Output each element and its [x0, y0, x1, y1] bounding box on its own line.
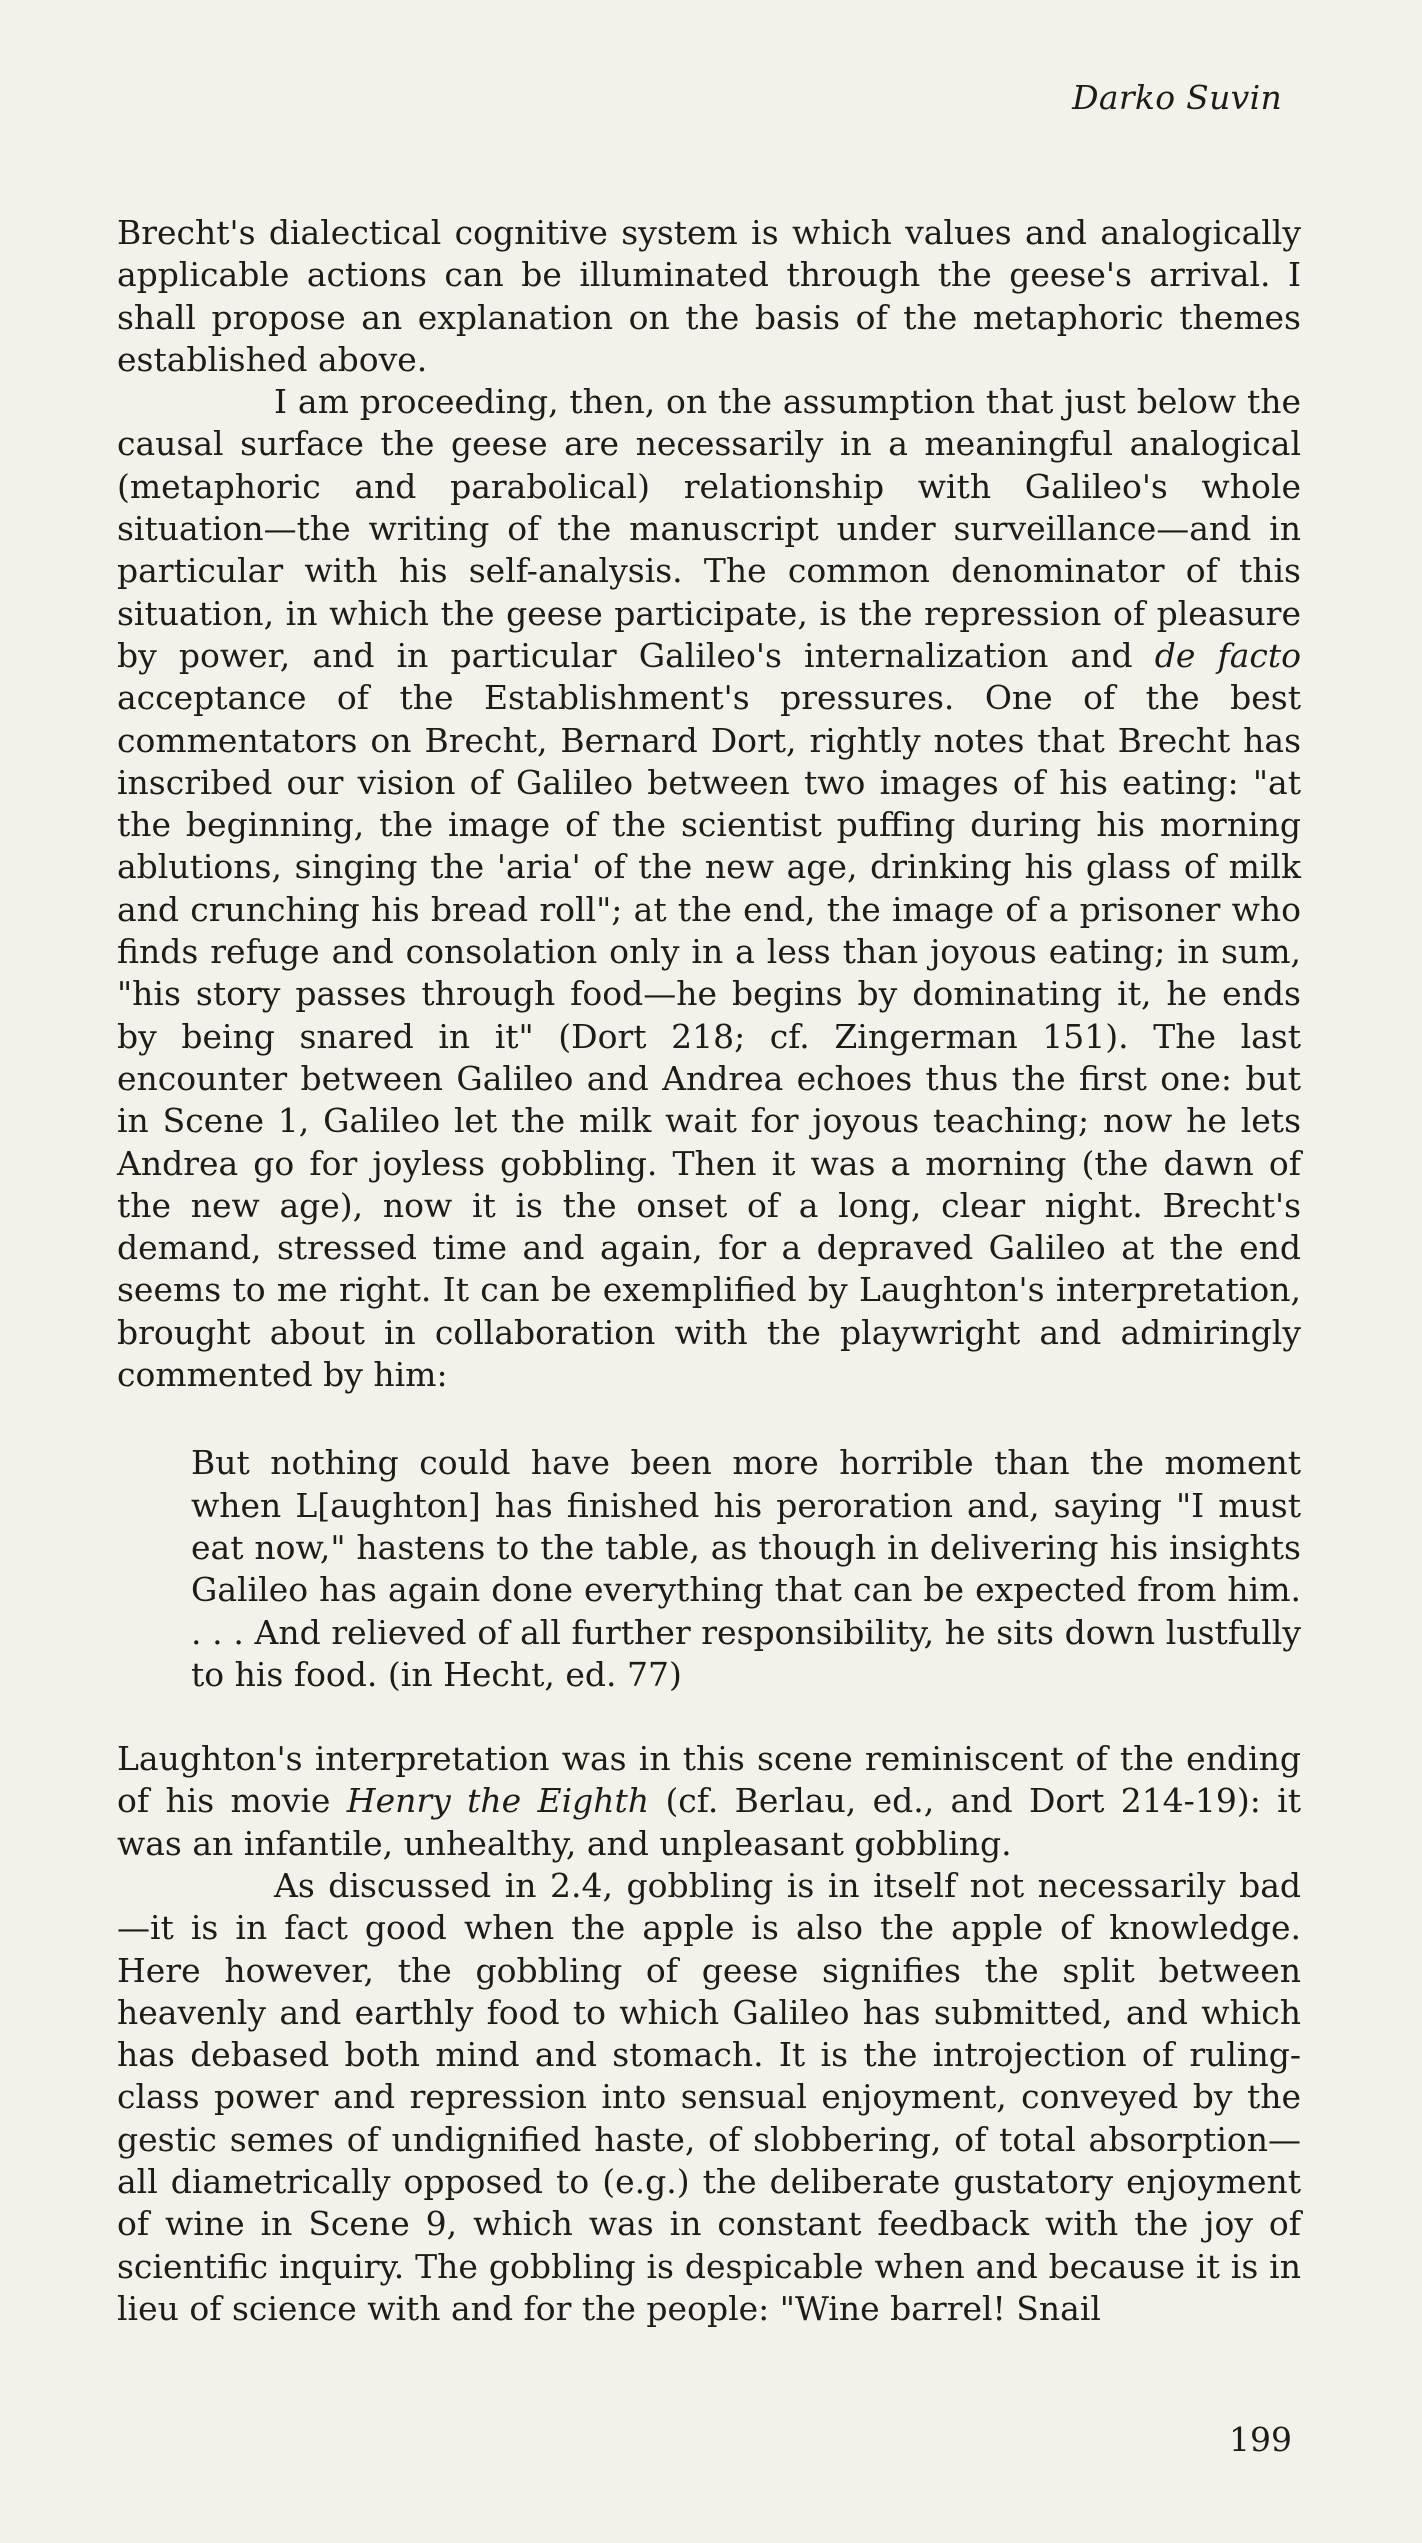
block-quote: But nothing could have been more horrible than the moment when L[aughton] has finished his peroration and, saying "I must eat now," hastens to the table, as though in delivering his insights Galileo has again done everything that can be expected from him. . . . And relieved of all further responsibility, he sits down lustfully to his food. (in Hecht, ed. 77) [191, 1443, 1301, 1694]
paragraph-3-italic-title: Henry the Eighth [346, 1781, 650, 1821]
paragraph-2 [117, 381, 1301, 1396]
body-text [117, 212, 1301, 2330]
paragraph-3-text-a: Laughton's interpretation was in this scene reminiscent of the ending of his movie [117, 1739, 1301, 1821]
paragraph-3 [117, 1738, 1301, 1865]
paragraph-2-italic: de facto [1154, 635, 1301, 675]
page-number: 199 [1229, 2420, 1292, 2459]
paragraph-3-text-b: (cf. Berlau, ed., and Dort 214-19): it was an infantile, unhealthy, and unpleasant gobbling. [117, 1781, 1301, 1863]
paragraph-1: Brecht's dialectical cognitive system is which values and analogically applicable actions can be illuminated through the geese's arrival. I shall propose an explanation on the basis of the metaphoric themes established above. [117, 213, 1301, 379]
paragraph-2-text-b: acceptance of the Establishment's pressures. One of the best commentators on Brecht, Bernard Dort, rightly notes that Brecht has inscribed our vision of Galileo between two images of his eating: "at the beginning, the image of the scientist puffing during his morning ablutions, singing the 'aria' of the new age, drinking his glass of milk and crunching his bread roll"; at the end, the image of a prisoner who finds refuge and consolation only in a less than joyous eating; in sum, "his story passes through food—he begins by dominating it, he ends by being snared in it" (Dort 218; cf. Zingerman 151). The last encounter between Galileo and Andrea echoes thus the first one: but in Scene 1, Galileo let the milk wait for joyous teaching; now he lets Andrea go for joyless gobbling. Then it was a morning (the dawn of the new age), now it is the onset of a long, clear night. Brecht's demand, stressed time and again, for a depraved Galileo at the end seems to me right. It can be exemplified by Laughton's interpretation, brought about in collaboration with the playwright and admiringly commented by him: [117, 678, 1301, 1395]
paragraph-4: As discussed in 2.4, gobbling is in itself not necessarily bad—it is in fact good when the apple is also the apple of knowledge. Here however, the gobbling of geese signifies the split between heavenly and earthly food to which Galileo has submitted, and which has debased both mind and stomach. It is the introjection of ruling-class power and repression into sensual enjoyment, conveyed by the gestic semes of undignified haste, of slobbering, of total absorption—all diametrically opposed to (e.g.) the deliberate gustatory enjoyment of wine in Scene 9, which was in constant feedback with the joy of scientific inquiry. The gobbling is despicable when and because it is in lieu of science with and for the people: "Wine barrel! Snail [117, 1865, 1301, 2328]
running-head-author: Darko Suvin [1072, 78, 1282, 117]
paragraph-2-text-a: I am proceeding, then, on the assumption that just below the causal surface the geese are necessarily in a meaningful analogical (metaphoric and parabolical) relationship with Galileo's whole situation—the writing of the manuscript under surveillance—and in particular with his self-analysis. The common denominator of this situation, in which the geese participate, is the repression of pleasure by power, and in particular Galileo's internalization and [117, 382, 1301, 675]
